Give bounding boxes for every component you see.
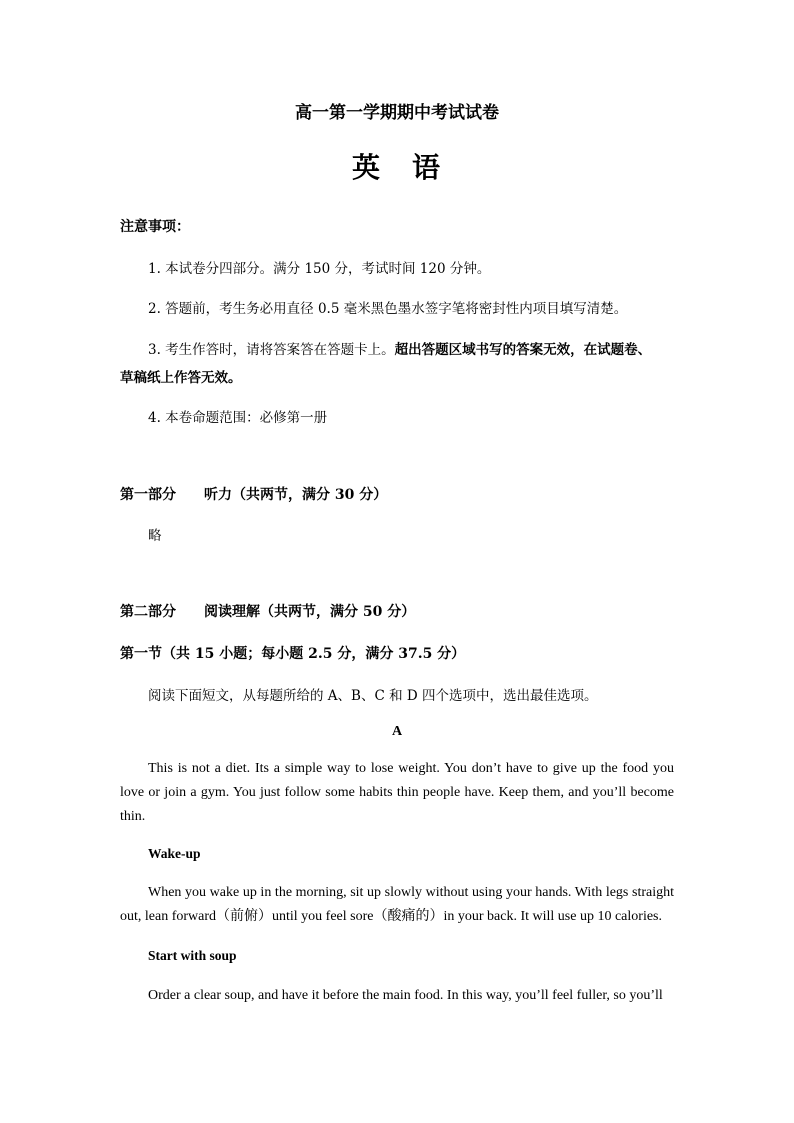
note-item-3-text: 3. 考生作答时，请将答案答在答题卡上。	[148, 342, 395, 358]
note-item-3-bold: 超出答题区域书写的答案无效，在试题卷、	[394, 342, 652, 358]
passage-paragraph-1: This is not a diet. Its a simple way to lose weight. You don’t have to give up the food you love or join a gym. You just follow some habits thin people have. Keep them, and you’ll become thin.	[120, 761, 674, 824]
subject-title: 英 语	[351, 151, 442, 184]
passage-paragraph-3: Order a clear soup, and have it before the main food. In this way, you’ll feel fuller, so you’ll	[148, 988, 663, 1003]
note-item-3	[148, 338, 651, 358]
heading-wake-up: Wake-up	[148, 846, 201, 861]
passage-letter: A	[391, 724, 403, 739]
note-item-1: 1. 本试卷分四部分。满分 150 分，考试时间 120 分钟。	[148, 261, 491, 277]
passage-paragraph-2: When you wake up in the morning, sit up slowly without using your hands. With legs straight out, lean forward（前俯）until you feel sore（酸痛的）in your back. It will use up 10 calories.	[120, 885, 674, 924]
exam-title: 高一第一学期期中考试试卷	[295, 103, 499, 123]
part1-label: 第一部分	[120, 487, 176, 503]
part2-title: 阅读理解（共两节，满分 50 分）	[204, 604, 416, 620]
notes-heading: 注意事项：	[120, 219, 190, 235]
note-item-4: 4. 本卷命题范围：必修第一册	[148, 410, 328, 426]
note-item-2: 2. 答题前，考生务必用直径 0.5 毫米黑色墨水签字笔将密封性内项目填写清楚。	[148, 301, 628, 317]
section1-title: 第一节（共 15 小题；每小题 2.5 分，满分 37.5 分）	[120, 646, 466, 662]
part1-title: 听力（共两节，满分 30 分）	[204, 487, 388, 503]
part1-content: 略	[148, 528, 162, 544]
heading-start-with-soup: Start with soup	[148, 948, 237, 963]
note-item-3-bold-continued: 草稿纸上作答无效。	[120, 370, 242, 386]
reading-instruction: 阅读下面短文，从每题所给的 A、B、C 和 D 四个选项中，选出最佳选项。	[148, 688, 598, 704]
part2-label: 第二部分	[120, 604, 176, 620]
